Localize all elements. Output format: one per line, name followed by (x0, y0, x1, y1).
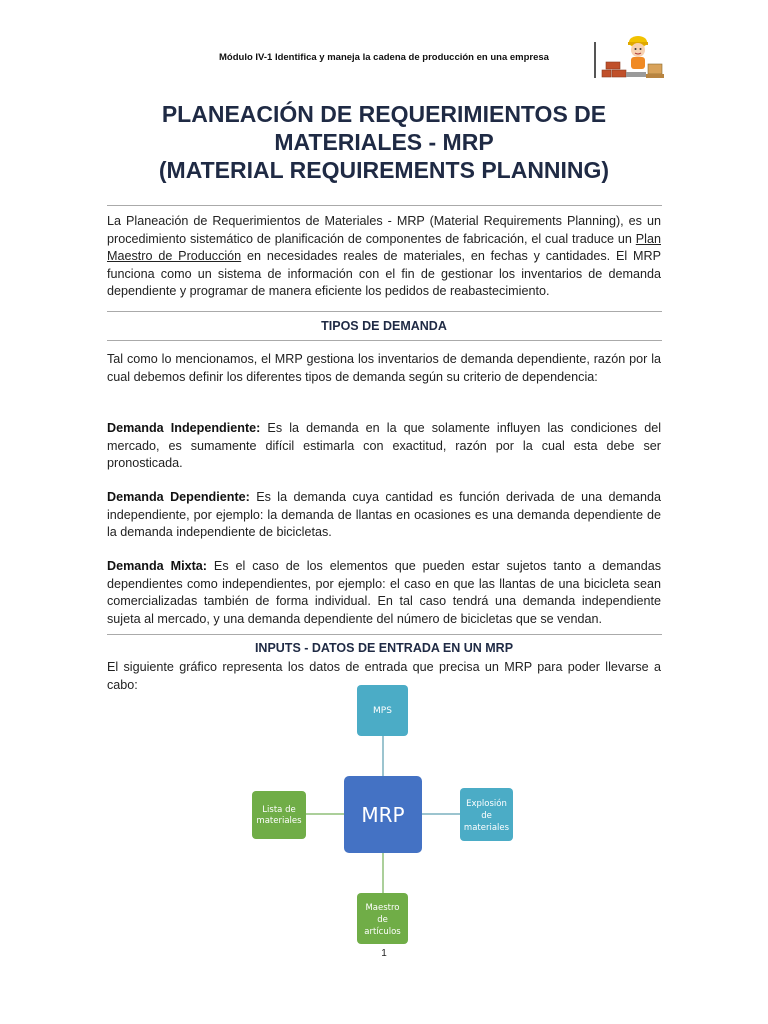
divider (107, 205, 662, 206)
header-divider (594, 42, 596, 78)
def-mixta: Es el caso de los elementos que pueden estar sujetos tanto a demandas dependientes como independientes, por ejemplo: el caso en que las llantas de una bicicleta sean comercializadas también de forma individual. En tal caso tendrá una demanda independiente sujeta al mercado, y una demanda dependiente del número de bicicletas que se vendan. (107, 559, 662, 626)
lista-label-1: Lista de (262, 805, 296, 815)
explosion-label-2: de (481, 811, 492, 821)
title-line-2: MATERIALES - MRP (274, 129, 494, 155)
title-line-3: (MATERIAL REQUIREMENTS PLANNING) (158, 157, 610, 183)
def-independiente: Es la demanda en la que solamente influyen las condiciones del mercado, es sumamente difícil estimarla con exactitud, razón por la cual esta debe ser pronosticada. (107, 421, 661, 470)
demanda-dependiente-paragraph (107, 489, 661, 542)
divider (107, 340, 662, 341)
explosion-label-3: materiales (463, 823, 510, 833)
mrp-label: MRP (361, 803, 405, 827)
section-heading-tipos-demanda: TIPOS DE DEMANDA (321, 319, 447, 333)
tipos-intro-paragraph: Tal como lo mencionamos, el MRP gestiona los inventarios de demanda dependiente, razón por la cual debemos definir los diferentes tipos de demanda según su criterio de dependencia: (107, 352, 661, 384)
lista-label-2: materiales (256, 816, 302, 826)
term-mixta: Demanda Mixta: (107, 559, 207, 573)
intro-paragraph (107, 213, 661, 301)
divider (107, 311, 662, 312)
term-independiente: Demanda Independiente: (107, 421, 261, 435)
title-line-1: PLANEACIÓN DE REQUERIMIENTOS DE (161, 101, 607, 127)
running-header: Módulo IV-1 Identifica y maneja la cadena de producción en una empresa (219, 52, 549, 63)
page-title (96, 100, 672, 184)
term-dependiente: Demanda Dependiente: (107, 490, 250, 504)
plan-maestro-link[interactable]: Plan Maestro de Producción (107, 231, 661, 263)
maestro-label-1: Maestro (365, 903, 400, 913)
lista-materiales-box (252, 791, 306, 839)
worker-logo-icon (600, 30, 666, 82)
page-number: 1 (381, 948, 387, 959)
intro-text-b: en necesidades reales de materiales, en fechas y cantidades. El MRP funciona como un sistema de información con el fin de gestionar los inventarios de demanda dependiente y programar de manera eficiente los pedidos de reabastecimiento. (107, 249, 661, 298)
explosion-label-1: Explosión (466, 799, 507, 809)
divider (107, 634, 662, 635)
demanda-mixta-paragraph (107, 558, 661, 628)
def-dependiente: Es la demanda cuya cantidad es función derivada de una demanda independiente, por ejemplo: la demanda de llantas en ocasiones es una demanda dependiente de la demanda independiente de bicicletas. (107, 490, 661, 539)
maestro-label-2: de (377, 915, 388, 925)
inputs-intro-paragraph: El siguiente gráfico representa los datos de entrada que precisa un MRP para poder llevarse a cabo: (107, 660, 661, 692)
maestro-label-3: artículos (364, 927, 401, 937)
section-heading-inputs: INPUTS - DATOS DE ENTRADA EN UN MRP (254, 641, 514, 655)
mrp-inputs-diagram (0, 680, 768, 950)
intro-text-a: La Planeación de Requerimientos de Materiales - MRP (Material Requirements Planning), es un procedimiento sistemático de planificación de componentes de fabricación, el cual traduce un (107, 214, 661, 246)
mps-label: MPS (373, 706, 392, 716)
demanda-independiente-paragraph (107, 420, 661, 473)
